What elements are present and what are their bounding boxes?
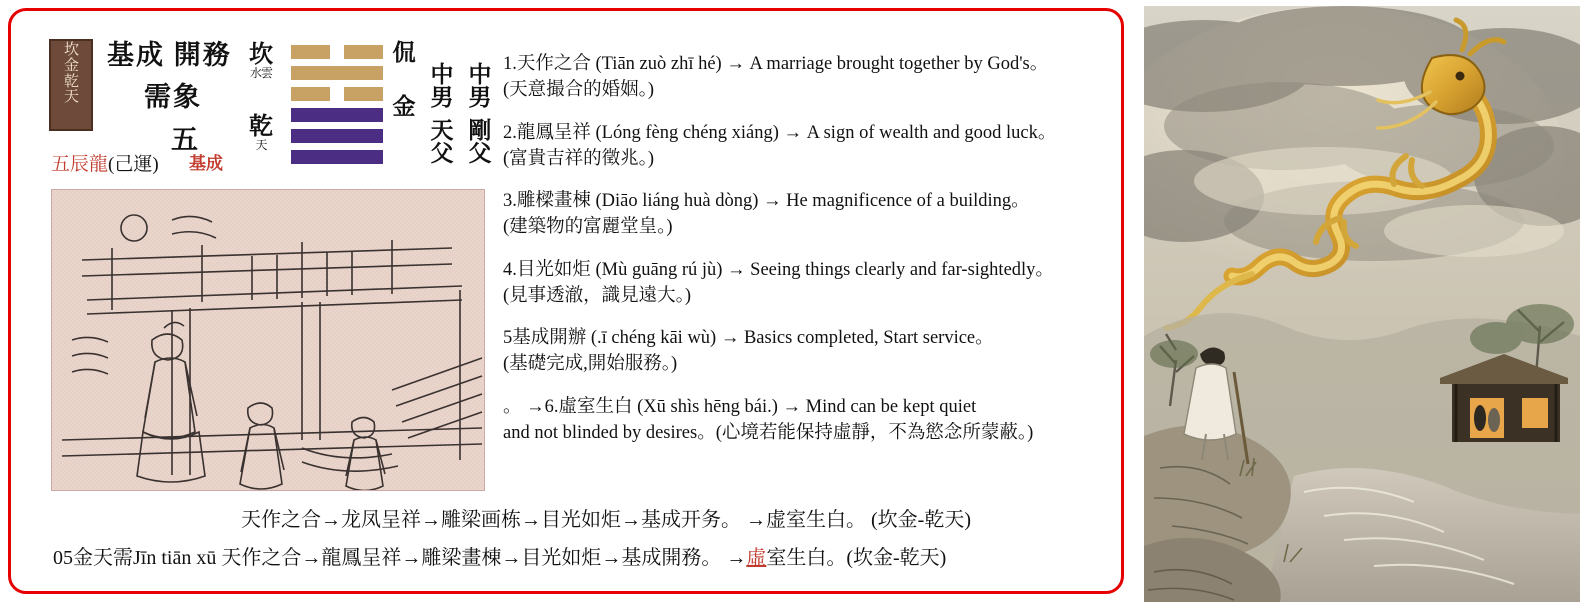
translation-2-line2: (富貴吉祥的徵兆。) [503,148,655,169]
translation-list [503,51,1103,462]
label-metal: 金 [392,94,416,119]
translation-6-line2: and not blinded by desires。(心境若能保持虛靜，不為慾念所蒙蔽。) [503,422,1034,443]
label-middle-son-2: 中男 [468,62,492,111]
hexagram-line-3 [291,108,383,122]
label-middle-son: 中男 [430,62,454,111]
translation-item-5 [503,325,1103,378]
chain-traditional-prefix: 05金天需Jīn tiān xū 天作之合→龍鳳呈祥→雕梁畫棟→目光如炬→基成開務。 → [53,547,747,569]
hexagram-line-1 [291,150,383,164]
hexagram-line-4 [291,87,383,101]
cycle-label-secondary: 基成 [189,154,223,173]
seal-stamp [49,39,93,131]
translation-5-line1: 5基成開辦 (.ī chéng kāi wù) → Basics completed, Start service。 [503,328,994,349]
subtitle-number: 五 [171,125,198,155]
translation-1-line2: (天意撮合的婚姻。) [503,80,655,101]
seal-char-1: 坎 [63,42,78,58]
hexagram-lines [291,45,383,171]
translation-6-line1: 。 →6.虛室生白 (Xū shìs hēng bái.) → Mind can be kept quiet [503,396,977,417]
chain-traditional [53,541,946,570]
translation-1-line1: 1.天作之合 (Tiān zuò zhī hé) → A marriage brought together by God's。 [503,54,1049,74]
trigram-upper-label: 坎 水雲 [249,42,273,80]
translation-3-line2: (建築物的富麗堂皇。) [503,217,673,238]
subtitle-xu-xiang: 需象 [144,82,202,112]
dragon-painting [1144,6,1580,602]
hexagram-line-5 [291,66,383,80]
translation-item-4 [503,257,1103,310]
translation-item-6 [503,394,1103,447]
translation-5-line2: (基礎完成,開始服務。) [503,354,678,375]
translation-item-1 [503,51,1103,104]
chain-simplified: 天作之合→龙凤呈祥→雕梁画栋→目光如炬→基成开务。 →虚室生白。 (坎金-乾天) [241,509,971,531]
seal-char-2: 金 [63,57,78,74]
chain-traditional-highlight: 虛 [746,547,767,569]
illustration-engraving [51,189,485,491]
translation-item-3 [503,188,1103,241]
hexagram-header [39,23,492,193]
translation-3-line1: 3.雕樑畫棟 (Diāo liáng huà dòng) → He magnificence of a building。 [503,191,1030,212]
translation-2-line1: 2.龍鳳呈祥 (Lóng fèng chéng xiáng) → A sign of wealth and good luck。 [503,122,1057,143]
page-title: 基成 開務 [107,40,232,70]
label-firm-father: 剛父 [468,118,492,167]
chain-traditional-suffix: 室生白。(坎金-乾天) [766,547,947,569]
translation-item-2 [503,120,1103,173]
hexagram-line-6 [291,45,383,59]
translation-4-line2: (見事透澈，識見遠大。) [503,285,692,306]
seal-char-4: 天 [63,89,78,106]
trigram-lower-label: 乾 天 [249,114,273,152]
label-heaven-father: 天父 [430,118,454,167]
divination-card [8,8,1124,594]
hexagram-line-2 [291,129,383,143]
cycle-label: 五辰龍(己運) [51,154,159,175]
seal-char-3: 乾 [63,73,78,90]
label-kan-alt: 侃 [392,40,416,65]
translation-4-line1: 4.目光如炬 (Mù guāng rú jù) → Seeing things clearly and far-sightedly。 [503,259,1054,280]
